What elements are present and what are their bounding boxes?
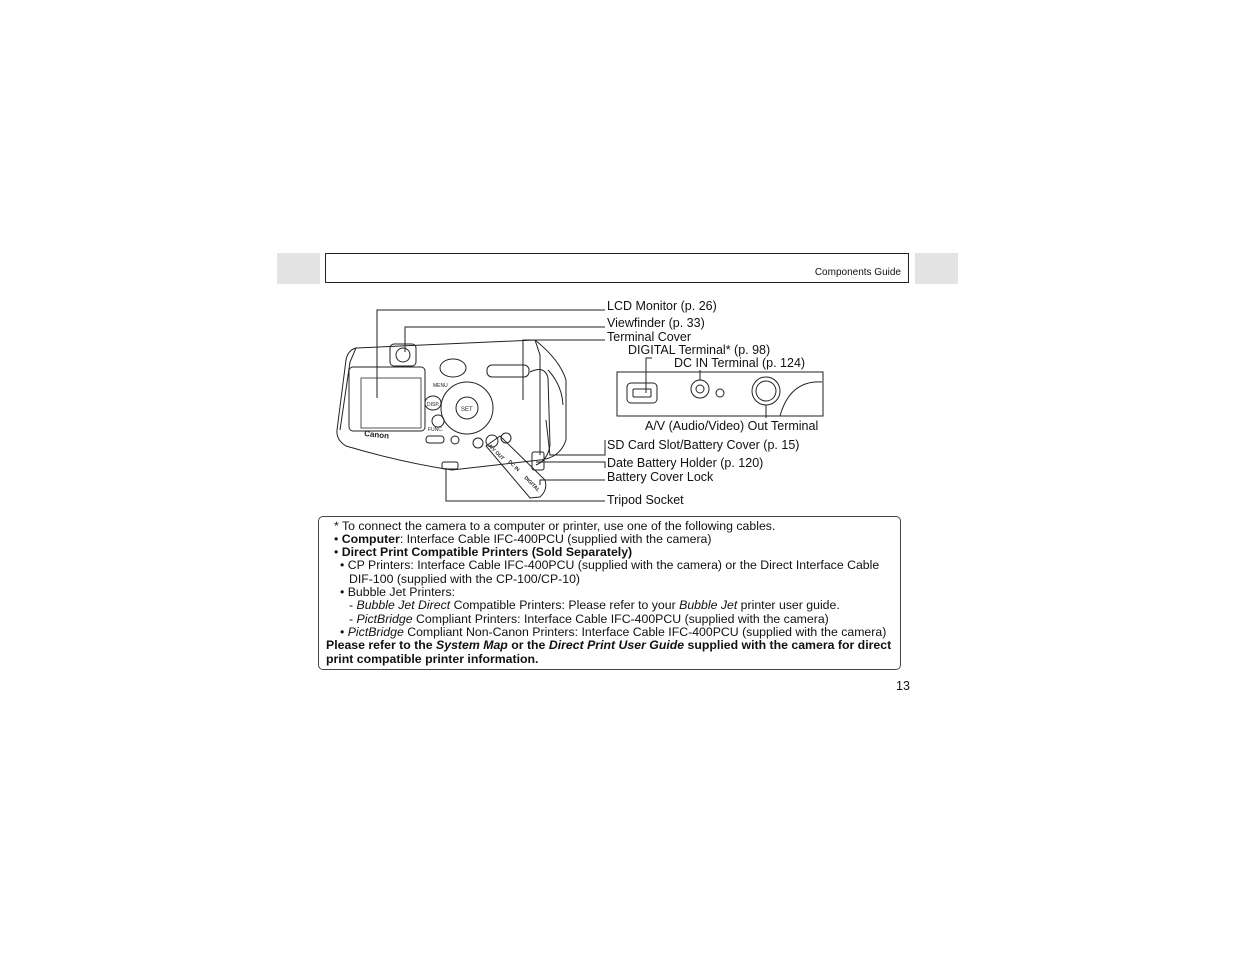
label-terminal-cover: Terminal Cover xyxy=(607,330,692,344)
label-lcd-monitor: LCD Monitor (p. 26) xyxy=(607,299,717,313)
label-sd-card-slot: SD Card Slot/Battery Cover (p. 15) xyxy=(607,438,800,452)
bullet: • xyxy=(340,625,348,639)
note-refer-line2: print compatible printer information. xyxy=(326,652,539,666)
label-date-battery-holder: Date Battery Holder (p. 120) xyxy=(607,456,764,470)
computer-text: : Interface Cable IFC-400PCU (supplied with the camera) xyxy=(399,532,712,546)
label-viewfinder: Viewfinder (p. 33) xyxy=(607,316,705,330)
note-intro-text: * To connect the camera to a computer or printer, use one of the following cables. xyxy=(334,519,776,533)
bj-direct-italic: Bubble Jet Direct xyxy=(356,598,451,612)
note-direct-print xyxy=(334,545,632,559)
note-cp-line2: DIF-100 (supplied with the CP-100/CP-10) xyxy=(349,572,581,586)
label-av-out-terminal: A/V (Audio/Video) Out Terminal xyxy=(645,419,819,433)
disp-mark: DISP. xyxy=(427,402,440,408)
label-digital-terminal: DIGITAL Terminal* (p. 98) xyxy=(628,343,771,357)
label-tripod-socket: Tripod Socket xyxy=(607,493,684,507)
label-dc-in-terminal: DC IN Terminal (p. 124) xyxy=(674,356,806,370)
computer-label: Computer xyxy=(341,532,400,546)
brand-logo: Canon xyxy=(363,429,390,441)
label-battery-cover-lock: Battery Cover Lock xyxy=(607,470,714,484)
bullet: • xyxy=(334,545,342,559)
func-mark: FUNC. xyxy=(428,427,444,433)
dc-in-mark: DC IN xyxy=(506,459,521,474)
note-refer-line1 xyxy=(326,638,891,652)
bj-direct-mid: Compatible Printers: Please refer to your xyxy=(450,598,680,612)
note-bj-direct xyxy=(349,598,840,612)
av-out-mark: A/V OUT xyxy=(486,443,506,462)
noncanon-text: Compliant Non-Canon Printers: Interface Cable IFC-400PCU (supplied with the camera) xyxy=(403,625,887,639)
pictbridge-italic: PictBridge xyxy=(356,612,413,626)
note-noncanon xyxy=(340,625,886,639)
pictbridge-text: Compliant Printers: Interface Cable IFC-400PCU (supplied with the camera) xyxy=(412,612,829,626)
note-bubble-jet: • Bubble Jet Printers: xyxy=(340,585,456,599)
direct-print-heading: Direct Print Compatible Printers (Sold Separately) xyxy=(341,545,633,559)
page-number: 13 xyxy=(896,679,910,693)
bullet: • xyxy=(334,532,342,546)
note-pictbridge xyxy=(349,612,829,626)
dash: - xyxy=(349,612,357,626)
note-computer xyxy=(334,532,711,546)
menu-mark: MENU xyxy=(433,383,448,389)
section-title: Components Guide xyxy=(814,267,901,278)
direct-print-guide-title: Direct Print User Guide xyxy=(548,638,685,652)
set-mark: SET xyxy=(461,407,473,413)
refer-a: Please refer to the xyxy=(326,638,437,652)
note-cp-line1: • CP Printers: Interface Cable IFC-400PCU (supplied with the camera) or the Direct Interface Cable xyxy=(340,558,880,572)
note-intro xyxy=(334,519,775,533)
refer-b: or the xyxy=(507,638,549,652)
bj-direct-suffix: printer user guide. xyxy=(737,598,840,612)
noncanon-italic: PictBridge xyxy=(347,625,404,639)
bubble-jet-italic: Bubble Jet xyxy=(679,598,738,612)
system-map-title: System Map xyxy=(436,638,508,652)
dash: - xyxy=(349,598,357,612)
refer-c: supplied with the camera for direct xyxy=(684,638,892,652)
digital-mark: DIGITAL xyxy=(522,475,541,494)
